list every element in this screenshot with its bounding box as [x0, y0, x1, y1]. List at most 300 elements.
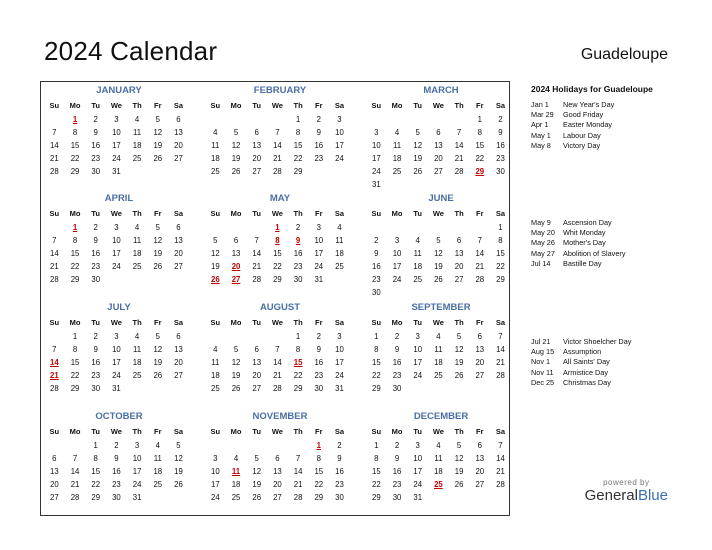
day-cell: 29 — [372, 384, 381, 394]
day-cell: 11 — [133, 344, 142, 354]
day-cell: 15 — [496, 248, 505, 258]
day-cell: 27 — [475, 371, 485, 381]
day-cell: 5 — [213, 235, 218, 245]
holiday-day: 1 — [316, 440, 321, 450]
day-cell: 4 — [436, 331, 441, 341]
holiday-name: Assumption — [563, 347, 602, 357]
day-cell: 5 — [415, 127, 420, 137]
day-cell: 16 — [91, 248, 101, 258]
day-cell: 25 — [132, 371, 142, 381]
day-cell: 25 — [211, 167, 220, 177]
holiday-row — [531, 131, 701, 141]
empty-cell — [469, 221, 490, 234]
day-cell: 15 — [273, 248, 282, 258]
holiday-row — [531, 228, 701, 238]
day-cell: 14 — [70, 466, 80, 476]
empty-cell — [205, 439, 226, 452]
day-cell: 26 — [153, 262, 163, 272]
day-cell: 20 — [434, 154, 443, 164]
day-cell: 30 — [293, 275, 303, 285]
day-cell: 28 — [50, 384, 59, 394]
day-cell: 3 — [415, 331, 420, 341]
month-name: AUGUST — [259, 302, 301, 313]
holidays-title: 2024 Holidays for Guadeloupe — [531, 84, 653, 94]
weekday-header: Sa — [495, 101, 506, 110]
day-cell: 30 — [91, 167, 101, 177]
day-cell: 10 — [314, 235, 324, 245]
holiday-name: Easter Monday — [563, 120, 613, 130]
country-name: Guadeloupe — [580, 46, 668, 63]
day-cell: 21 — [293, 480, 303, 490]
day-cell: 9 — [394, 344, 400, 354]
weekday-header: Mo — [230, 318, 242, 327]
weekday-header: Th — [454, 209, 464, 218]
holiday-group — [531, 337, 701, 388]
month-november — [205, 411, 355, 504]
day-cell: 3 — [374, 127, 379, 137]
day-cell: 23 — [314, 154, 324, 164]
empty-cell — [226, 221, 247, 234]
day-cell: 23 — [293, 262, 303, 272]
weekday-header: Fr — [154, 427, 162, 436]
day-cell: 1 — [374, 440, 379, 450]
day-cell: 30 — [91, 275, 101, 285]
holiday-date: Dec 25 — [531, 377, 555, 387]
empty-cell — [205, 113, 226, 126]
day-cell: 7 — [498, 331, 503, 341]
holiday-day: 11 — [231, 466, 241, 476]
day-cell: 23 — [91, 154, 101, 164]
day-cell: 18 — [231, 480, 241, 490]
month-name: JULY — [107, 302, 131, 313]
weekday-header: Mo — [230, 209, 242, 218]
day-cell: 19 — [413, 154, 423, 164]
day-cell: 27 — [174, 262, 183, 272]
day-cell: 5 — [155, 222, 160, 232]
weekday-header: Mo — [69, 318, 81, 327]
day-cell: 13 — [475, 453, 485, 463]
empty-cell — [246, 439, 267, 452]
day-cell: 4 — [337, 222, 342, 232]
holiday-day: 27 — [231, 275, 241, 285]
empty-cell — [226, 113, 247, 126]
day-cell: 3 — [114, 222, 119, 232]
day-cell: 27 — [252, 384, 262, 394]
holiday-date: May 26 — [531, 238, 555, 248]
weekday-header: Tu — [91, 209, 101, 218]
day-cell: 2 — [316, 331, 321, 341]
day-cell: 23 — [496, 154, 505, 164]
day-cell: 2 — [498, 114, 503, 124]
weekday-header: Sa — [173, 318, 184, 327]
day-cell: 30 — [112, 493, 121, 503]
weekday-header: Su — [210, 209, 221, 218]
weekday-header: Th — [132, 318, 142, 327]
day-cell: 22 — [496, 262, 505, 272]
day-cell: 5 — [456, 440, 462, 450]
day-cell: 13 — [454, 248, 464, 258]
weekday-header: Th — [132, 209, 142, 218]
holiday-date: Jul 14 — [531, 258, 551, 268]
weekday-header: Mo — [391, 427, 403, 436]
day-cell: 21 — [496, 466, 505, 476]
day-cell: 24 — [112, 371, 121, 381]
day-cell: 22 — [314, 480, 324, 490]
day-cell: 31 — [112, 384, 121, 394]
day-cell: 16 — [91, 140, 101, 150]
day-cell: 15 — [70, 140, 80, 150]
day-cell: 15 — [475, 140, 485, 150]
day-cell: 7 — [275, 127, 280, 137]
empty-cell — [44, 221, 65, 234]
holiday-name: Christmas Day — [563, 377, 611, 387]
month-june — [366, 193, 516, 300]
month-grid — [205, 207, 355, 286]
day-cell: 25 — [211, 384, 220, 394]
day-cell: 11 — [392, 140, 402, 150]
day-cell: 28 — [273, 384, 282, 394]
holiday-date: Apr 1 — [531, 120, 549, 130]
weekday-header: Tu — [413, 427, 423, 436]
day-cell: 18 — [392, 154, 402, 164]
day-cell: 5 — [436, 235, 441, 245]
holiday-day: 1 — [72, 222, 78, 232]
empty-cell — [65, 439, 86, 452]
day-cell: 17 — [335, 140, 344, 150]
day-cell: 7 — [295, 453, 301, 463]
day-cell: 26 — [153, 371, 163, 381]
weekday-header: Tu — [252, 209, 262, 218]
brand-logo[interactable] — [585, 478, 668, 504]
weekday-header: Su — [210, 318, 221, 327]
weekday-header: Sa — [495, 209, 506, 218]
empty-cell — [205, 330, 226, 343]
holiday-date: Aug 15 — [531, 347, 555, 357]
holiday-row — [531, 141, 701, 151]
month-grid — [366, 99, 516, 192]
holiday-row — [531, 249, 701, 259]
month-name: JUNE — [428, 193, 454, 204]
day-cell: 19 — [153, 248, 163, 258]
day-cell: 13 — [174, 127, 183, 137]
day-cell: 3 — [394, 235, 400, 245]
day-cell: 6 — [176, 331, 181, 341]
day-cell: 30 — [372, 288, 381, 298]
day-cell: 1 — [93, 440, 98, 450]
holiday-row — [531, 110, 701, 120]
day-cell: 4 — [415, 235, 420, 245]
day-cell: 1 — [374, 331, 379, 341]
day-cell: 11 — [153, 453, 162, 463]
weekday-header: We — [432, 209, 444, 218]
day-cell: 11 — [335, 235, 344, 245]
holiday-name: Labour Day — [563, 130, 601, 140]
day-cell: 21 — [475, 262, 485, 272]
day-cell: 27 — [475, 480, 485, 490]
day-cell: 10 — [112, 235, 121, 245]
holiday-date: May 8 — [531, 140, 551, 150]
day-cell: 14 — [496, 453, 505, 463]
day-cell: 27 — [174, 154, 183, 164]
day-cell: 4 — [134, 331, 140, 341]
day-cell: 5 — [155, 331, 160, 341]
day-cell: 21 — [252, 262, 262, 272]
holiday-day: 21 — [50, 371, 59, 381]
day-cell: 22 — [372, 480, 381, 490]
weekday-header: Fr — [315, 427, 323, 436]
holiday-day: 14 — [50, 357, 59, 367]
day-cell: 20 — [174, 357, 183, 367]
weekday-header: Fr — [315, 101, 323, 110]
holiday-date: Nov 1 — [531, 357, 551, 367]
weekday-header: Sa — [173, 427, 184, 436]
day-cell: 20 — [174, 140, 183, 150]
weekday-header: Mo — [230, 427, 242, 436]
weekday-header: Mo — [69, 427, 81, 436]
day-cell: 13 — [252, 140, 262, 150]
weekday-header: Sa — [495, 318, 506, 327]
day-cell: 27 — [454, 275, 464, 285]
day-cell: 8 — [295, 127, 301, 137]
holiday-day: 1 — [275, 222, 280, 232]
day-cell: 16 — [392, 466, 402, 476]
day-cell: 18 — [132, 357, 142, 367]
day-cell: 4 — [436, 440, 441, 450]
day-cell: 13 — [434, 140, 443, 150]
holiday-name: All Saints' Day — [563, 357, 610, 367]
day-cell: 26 — [231, 167, 241, 177]
day-cell: 18 — [132, 248, 142, 258]
day-cell: 12 — [153, 344, 163, 354]
weekday-header: Th — [293, 101, 303, 110]
day-cell: 13 — [475, 344, 485, 354]
holiday-day: 20 — [231, 262, 241, 272]
empty-cell — [267, 113, 288, 126]
weekday-header: Mo — [391, 209, 403, 218]
day-cell: 20 — [273, 480, 282, 490]
day-cell: 22 — [70, 371, 80, 381]
day-cell: 31 — [372, 180, 381, 190]
day-cell: 30 — [392, 384, 402, 394]
day-cell: 1 — [477, 114, 482, 124]
day-cell: 27 — [434, 167, 443, 177]
day-cell: 19 — [174, 466, 183, 476]
weekday-header: Fr — [154, 101, 162, 110]
weekday-header: Su — [210, 101, 221, 110]
weekday-header: Mo — [69, 101, 81, 110]
weekday-header: Sa — [173, 209, 184, 218]
weekday-header: Th — [132, 101, 142, 110]
month-name: FEBRUARY — [253, 85, 307, 96]
day-cell: 19 — [231, 371, 241, 381]
day-cell: 21 — [496, 357, 505, 367]
holiday-name: Mother's Day — [563, 238, 606, 248]
day-cell: 24 — [335, 371, 344, 381]
day-cell: 10 — [392, 248, 402, 258]
day-cell: 18 — [132, 140, 142, 150]
month-grid — [366, 207, 516, 300]
day-cell: 31 — [413, 493, 423, 503]
weekday-header: Th — [454, 427, 464, 436]
day-cell: 18 — [434, 357, 443, 367]
day-cell: 8 — [498, 235, 503, 245]
weekday-header: Th — [293, 209, 303, 218]
weekday-header: Tu — [252, 427, 262, 436]
day-cell: 4 — [213, 127, 218, 137]
empty-cell — [387, 221, 408, 234]
weekday-header: Mo — [391, 101, 403, 110]
day-cell: 8 — [72, 235, 78, 245]
day-cell: 14 — [454, 140, 464, 150]
day-cell: 13 — [231, 248, 241, 258]
day-cell: 3 — [415, 440, 420, 450]
day-cell: 28 — [293, 493, 303, 503]
weekday-header: We — [432, 427, 444, 436]
day-cell: 14 — [50, 248, 59, 258]
powered-by-text: powered by — [603, 478, 650, 487]
day-cell: 7 — [254, 235, 259, 245]
day-cell: 31 — [335, 384, 344, 394]
weekday-header: We — [432, 318, 444, 327]
day-cell: 19 — [153, 140, 163, 150]
day-cell: 2 — [295, 222, 301, 232]
weekday-header: Th — [454, 318, 464, 327]
day-cell: 2 — [93, 222, 98, 232]
weekday-header: Mo — [391, 318, 403, 327]
day-cell: 10 — [335, 127, 344, 137]
month-july — [44, 302, 194, 395]
day-cell: 4 — [394, 127, 400, 137]
day-cell: 4 — [233, 453, 239, 463]
holiday-date: May 1 — [531, 130, 551, 140]
month-august — [205, 302, 355, 395]
day-cell: 6 — [477, 440, 482, 450]
weekday-header: Su — [371, 101, 382, 110]
weekday-header: Su — [371, 427, 382, 436]
day-cell: 14 — [293, 466, 303, 476]
day-cell: 16 — [112, 466, 121, 476]
day-cell: 10 — [413, 453, 423, 463]
weekday-header: Tu — [413, 101, 423, 110]
day-cell: 25 — [153, 480, 163, 490]
day-cell: 28 — [454, 167, 464, 177]
day-cell: 14 — [496, 344, 505, 354]
holiday-day: 1 — [72, 114, 78, 124]
day-cell: 31 — [314, 275, 324, 285]
day-cell: 23 — [91, 371, 101, 381]
day-cell: 16 — [335, 466, 344, 476]
weekday-header: Fr — [315, 209, 323, 218]
day-cell: 9 — [114, 453, 119, 463]
month-september — [366, 302, 516, 395]
day-cell: 1 — [498, 222, 503, 232]
weekday-header: Th — [132, 427, 142, 436]
weekday-header: Mo — [69, 209, 81, 218]
empty-cell — [449, 221, 470, 234]
day-cell: 12 — [454, 344, 464, 354]
holiday-name: Armistice Day — [563, 367, 609, 377]
day-cell: 25 — [335, 262, 344, 272]
weekday-header: Su — [371, 209, 382, 218]
empty-cell — [407, 113, 428, 126]
month-grid — [205, 425, 355, 504]
day-cell: 6 — [52, 453, 57, 463]
page-title: 2024 Calendar — [44, 36, 218, 66]
day-cell: 27 — [50, 493, 59, 503]
day-cell: 26 — [454, 371, 464, 381]
holiday-date: May 27 — [531, 248, 555, 258]
day-cell: 1 — [295, 114, 301, 124]
day-cell: 9 — [498, 127, 503, 137]
day-cell: 28 — [50, 167, 59, 177]
day-cell: 16 — [496, 140, 505, 150]
empty-cell — [366, 221, 387, 234]
holiday-date: May 9 — [531, 218, 551, 227]
day-cell: 26 — [413, 167, 423, 177]
day-cell: 22 — [293, 371, 303, 381]
day-cell: 13 — [252, 357, 262, 367]
day-cell: 2 — [93, 331, 98, 341]
holiday-group — [531, 218, 701, 269]
day-cell: 29 — [372, 493, 381, 503]
day-cell: 2 — [337, 440, 342, 450]
day-cell: 1 — [72, 331, 78, 341]
day-cell: 22 — [70, 154, 80, 164]
day-cell: 9 — [316, 344, 321, 354]
day-cell: 29 — [314, 493, 324, 503]
day-cell: 8 — [93, 453, 98, 463]
month-grid — [44, 316, 194, 395]
day-cell: 24 — [132, 480, 142, 490]
day-cell: 15 — [372, 357, 381, 367]
day-cell: 23 — [392, 480, 402, 490]
day-cell: 12 — [153, 235, 163, 245]
holiday-day: 26 — [211, 275, 220, 285]
holiday-group — [531, 100, 701, 151]
empty-cell — [226, 330, 247, 343]
day-cell: 20 — [174, 248, 183, 258]
day-cell: 29 — [273, 275, 282, 285]
holiday-row — [531, 378, 701, 388]
day-cell: 19 — [231, 154, 241, 164]
day-cell: 9 — [394, 453, 400, 463]
day-cell: 25 — [132, 262, 142, 272]
weekday-header: We — [271, 101, 283, 110]
day-cell: 6 — [233, 235, 239, 245]
day-cell: 6 — [176, 222, 181, 232]
empty-cell — [205, 221, 226, 234]
day-cell: 2 — [394, 440, 400, 450]
weekday-header: Su — [49, 318, 60, 327]
day-cell: 20 — [252, 371, 262, 381]
day-cell: 22 — [273, 262, 282, 272]
day-cell: 24 — [112, 154, 121, 164]
holiday-row — [531, 238, 701, 248]
month-october — [44, 411, 194, 504]
day-cell: 17 — [112, 140, 121, 150]
weekday-header: Tu — [413, 209, 423, 218]
weekday-header: Th — [293, 427, 303, 436]
weekday-header: Fr — [315, 318, 323, 327]
day-cell: 6 — [436, 127, 441, 137]
day-cell: 13 — [50, 466, 59, 476]
day-cell: 26 — [252, 493, 262, 503]
day-cell: 17 — [372, 154, 381, 164]
day-cell: 6 — [477, 331, 482, 341]
holiday-name: Victor Shoelcher Day — [563, 337, 632, 346]
day-cell: 1 — [295, 331, 301, 341]
weekday-header: Th — [454, 101, 464, 110]
